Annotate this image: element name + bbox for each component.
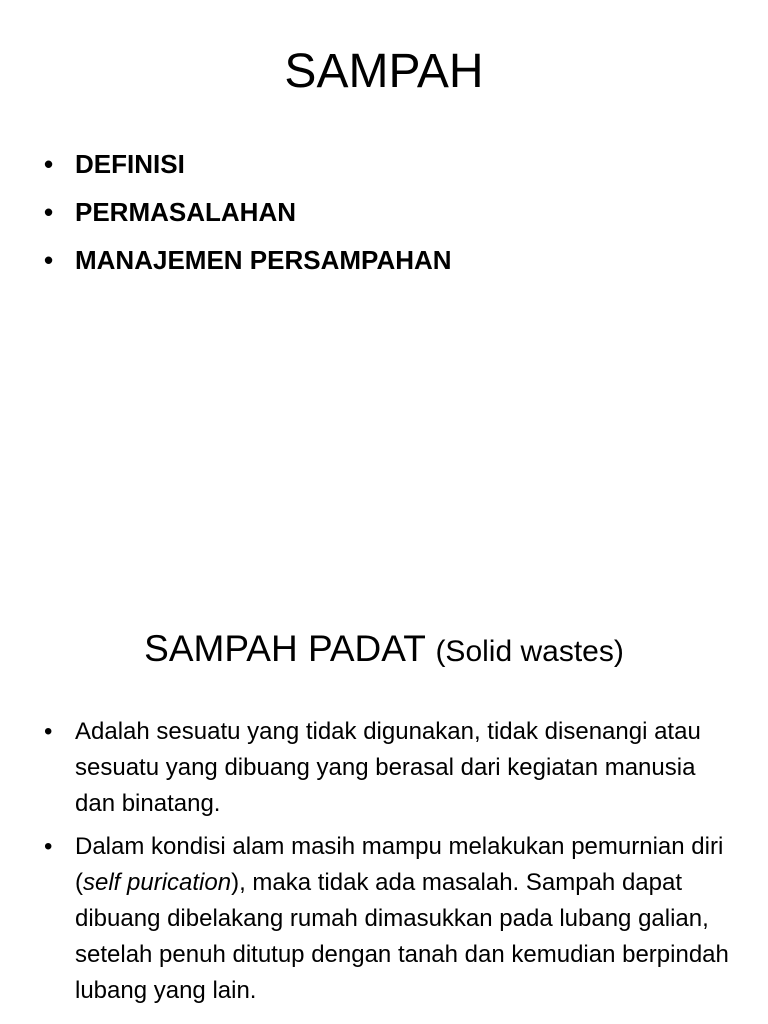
- italic-term: self purication: [83, 869, 232, 896]
- bullet-icon: •: [44, 718, 53, 745]
- text-after: ), maka tidak ada masalah. Sampah dapat dibuang dibelakang rumah dimasukkan pada lubang galian, setelah penuh ditutup dengan tanah dan kemudian berpindah lubang yang lain.: [75, 869, 729, 1004]
- list-item: [44, 140, 744, 188]
- bullet-icon: •: [44, 245, 54, 275]
- bullet-icon: •: [44, 197, 54, 227]
- list-item: [44, 236, 744, 284]
- list-item: [44, 829, 734, 1009]
- slide-title: [0, 623, 768, 678]
- list-item: [44, 714, 734, 822]
- list-item-label: MANAJEMEN PERSAMPAHAN: [75, 245, 452, 275]
- list-item-text: Adalah sesuatu yang tidak digunakan, tidak disenangi atau sesuatu yang dibuang yang berasal dari kegiatan manusia dan binatang.: [75, 718, 701, 817]
- slide-sampah-padat: [0, 576, 768, 1024]
- list-item-text: [75, 833, 729, 1004]
- slide-sampah: [0, 0, 768, 300]
- slide-title: SAMPAH: [284, 45, 484, 98]
- list-item-label: DEFINISI: [75, 149, 185, 179]
- list-item: [44, 188, 744, 236]
- bullet-icon: •: [44, 833, 53, 860]
- topic-list: [44, 140, 744, 284]
- bullet-icon: •: [44, 149, 54, 179]
- definition-list: [44, 714, 734, 1016]
- title-subtitle: (Solid wastes): [435, 635, 624, 668]
- list-item-label: PERMASALAHAN: [75, 197, 296, 227]
- text-before: Dalam kondisi alam masih mampu melakukan pemurnian diri (: [75, 833, 724, 896]
- title-main: SAMPAH PADAT: [144, 628, 426, 669]
